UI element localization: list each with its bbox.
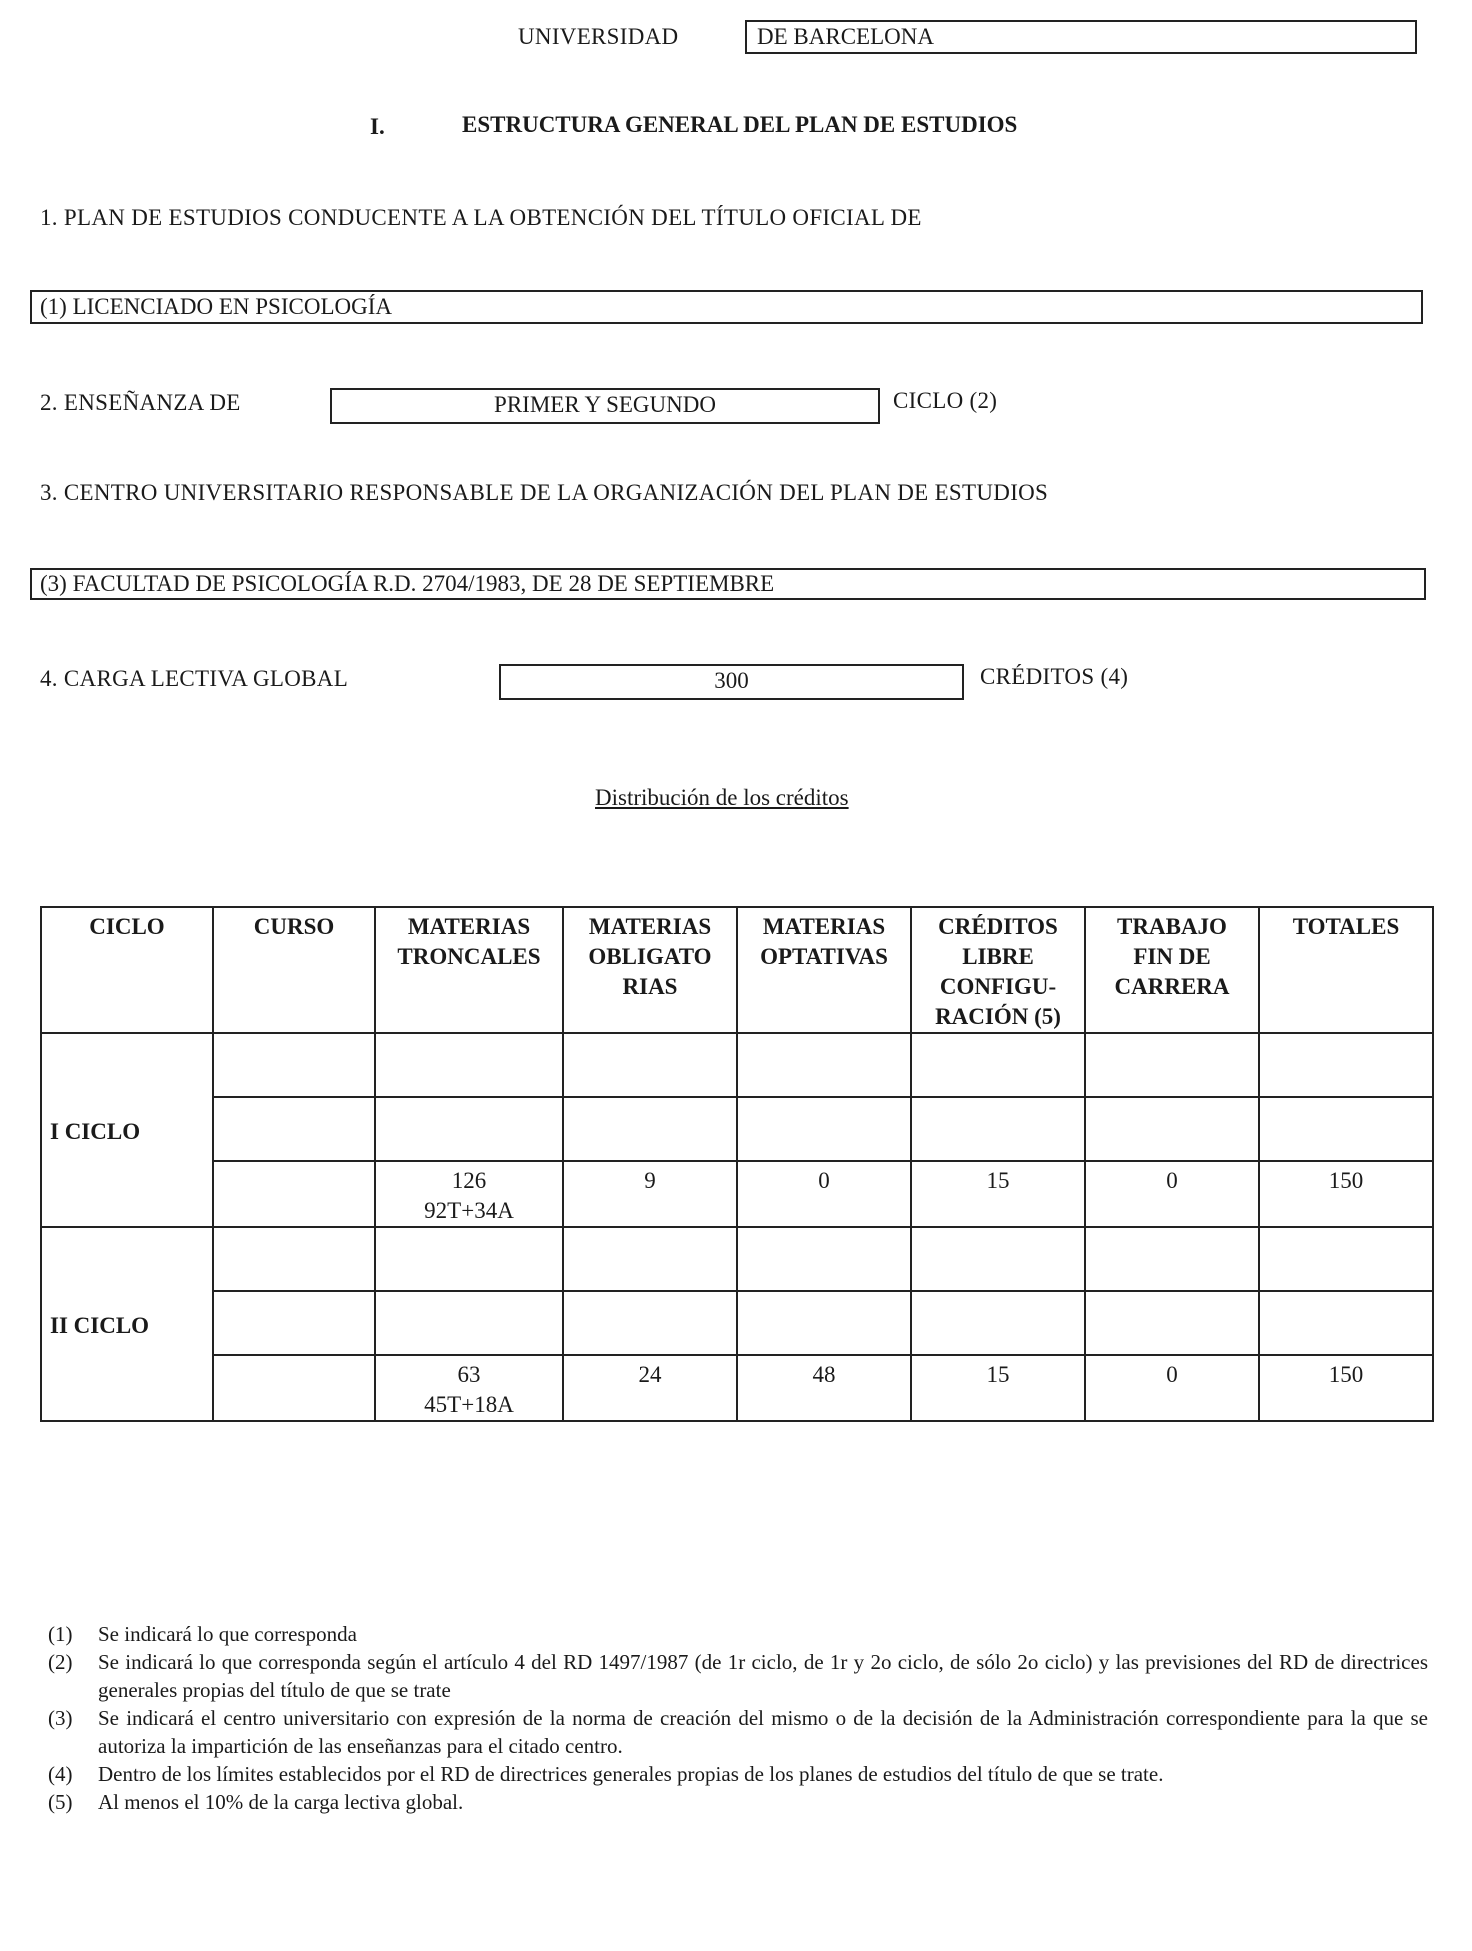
ciclo1-obligatorias: 9 xyxy=(563,1161,737,1227)
item4-label: 4. CARGA LECTIVA GLOBAL xyxy=(40,666,349,691)
titulo-value: (1) LICENCIADO EN PSICOLOGÍA xyxy=(40,294,392,319)
header-libre-configuracion: CRÉDITOS LIBRE CONFIGU- RACIÓN (5) xyxy=(911,907,1085,1033)
table-row xyxy=(41,1097,1433,1161)
ciclo1-trabajo: 0 xyxy=(1085,1161,1259,1227)
header-curso: CURSO xyxy=(213,907,375,1033)
carga-suffix: CRÉDITOS (4) xyxy=(980,664,1129,689)
footnote-item: (1) Se indicará lo que corresponda xyxy=(48,1622,357,1646)
ensenanza-value: PRIMER Y SEGUNDO xyxy=(494,392,716,417)
carga-value: 300 xyxy=(714,668,749,693)
table-row xyxy=(41,1355,1433,1421)
footnote-item: (4) Dentro de los límites establecidos por el RD de directrices generales propias de los planes de estudios del título de que se trate. xyxy=(48,1762,1164,1786)
table-header-row xyxy=(41,907,1433,1033)
item2-label: 2. ENSEÑANZA DE xyxy=(40,390,241,415)
table-row xyxy=(41,1291,1433,1355)
item1-label: 1. PLAN DE ESTUDIOS CONDUCENTE A LA OBTENCIÓN DEL TÍTULO OFICIAL DE xyxy=(40,205,922,230)
table-row xyxy=(41,1033,1433,1097)
carga-field xyxy=(499,664,964,700)
titulo-field xyxy=(30,290,1423,324)
ciclo2-totales: 150 xyxy=(1259,1355,1433,1421)
item3-label: 3. CENTRO UNIVERSITARIO RESPONSABLE DE LA ORGANIZACIÓN DEL PLAN DE ESTUDIOS xyxy=(40,480,1049,505)
header-obligatorias: MATERIAS OBLIGATO RIAS xyxy=(563,907,737,1033)
footnote-item: (2) Se indicará lo que corresponda según el artículo 4 del RD 1497/1987 (de 1r ciclo, de 1r y 2o ciclo, de sólo 2o ciclo) y las previsiones del RD de directrices generales propias del título de que se trate xyxy=(48,1650,1428,1702)
ciclo2-libre: 15 xyxy=(911,1355,1085,1421)
footnotes xyxy=(48,1620,1428,1816)
section-number: I. xyxy=(370,114,385,139)
ciclo2-obligatorias: 24 xyxy=(563,1355,737,1421)
centro-field xyxy=(30,568,1426,600)
universidad-value: DE BARCELONA xyxy=(757,24,934,49)
table-row xyxy=(41,1227,1433,1291)
ciclo1-label: I CICLO xyxy=(41,1033,213,1227)
header-optativas: MATERIAS OPTATIVAS xyxy=(737,907,911,1033)
ciclo2-troncales: 63 45T+18A xyxy=(375,1355,563,1421)
credits-table xyxy=(40,906,1434,1422)
footnote-item: (3) Se indicará el centro universitario con expresión de la norma de creación del mismo o de la decisión de la Administración correspondiente para la que se autoriza la impartición de las enseñanzas para el citado centro. xyxy=(48,1706,1428,1758)
ciclo2-label: II CICLO xyxy=(41,1227,213,1421)
ciclo1-libre: 15 xyxy=(911,1161,1085,1227)
table-row xyxy=(41,1161,1433,1227)
universidad-field xyxy=(745,20,1417,54)
universidad-label: UNIVERSIDAD xyxy=(518,24,679,49)
centro-value: (3) FACULTAD DE PSICOLOGÍA R.D. 2704/1983, DE 28 DE SEPTIEMBRE xyxy=(40,571,775,596)
header-ciclo: CICLO xyxy=(41,907,213,1033)
header-troncales: MATERIAS TRONCALES xyxy=(375,907,563,1033)
footnote-item: (5) Al menos el 10% de la carga lectiva global. xyxy=(48,1790,464,1814)
section-title: ESTRUCTURA GENERAL DEL PLAN DE ESTUDIOS xyxy=(462,112,1018,137)
ciclo1-totales: 150 xyxy=(1259,1161,1433,1227)
ensenanza-field xyxy=(330,388,880,424)
header-trabajo-fin-carrera: TRABAJO FIN DE CARRERA xyxy=(1085,907,1259,1033)
ciclo1-troncales: 126 92T+34A xyxy=(375,1161,563,1227)
ensenanza-suffix: CICLO (2) xyxy=(893,388,998,413)
header-totales: TOTALES xyxy=(1259,907,1433,1033)
ciclo2-trabajo: 0 xyxy=(1085,1355,1259,1421)
ciclo1-optativas: 0 xyxy=(737,1161,911,1227)
ciclo2-optativas: 48 xyxy=(737,1355,911,1421)
distribution-heading: Distribución de los créditos xyxy=(595,785,849,810)
